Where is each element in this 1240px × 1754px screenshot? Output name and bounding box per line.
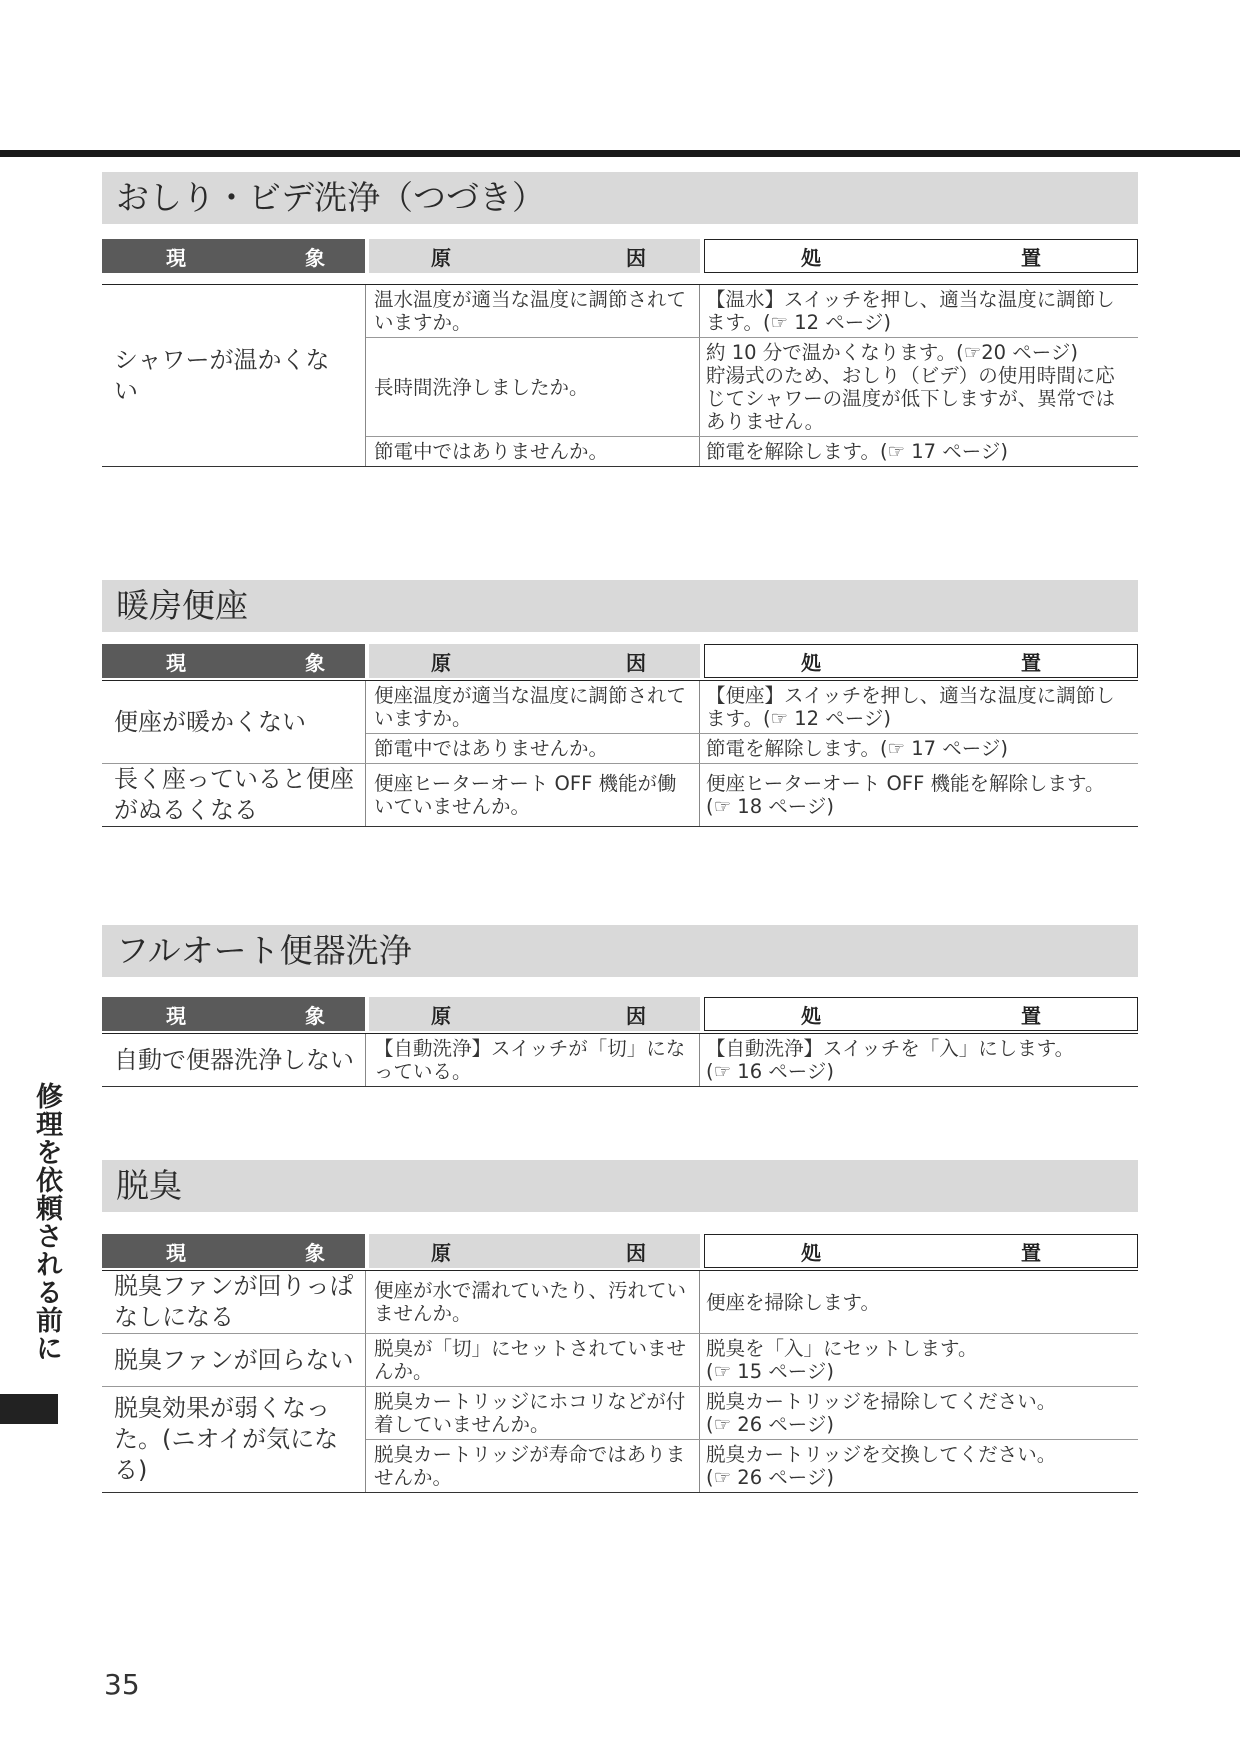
cause-cell: 【自動洗浄】スイッチが「切」になっている。 xyxy=(366,1034,700,1086)
section-full-auto-flush xyxy=(102,925,1138,1087)
section-oshiri-bidet xyxy=(102,172,1138,467)
cause-cell: 脱臭カートリッジにホコリなどが付着していませんか。 xyxy=(366,1387,700,1439)
remedy-cell: 【自動洗浄】スイッチを「入」にします。 (☞ 16 ページ) xyxy=(706,1037,1075,1083)
table-row xyxy=(366,1439,1138,1492)
symptom-cell: 便座が暖かくない xyxy=(102,681,366,763)
table-row-group xyxy=(102,1386,1138,1492)
section-title: フルオート便器洗浄 xyxy=(102,925,1138,977)
cause-cell: 便座が水で濡れていたり、汚れていませんか。 xyxy=(366,1271,700,1333)
symptom-cell: 自動で便器洗浄しない xyxy=(102,1034,366,1086)
table-header xyxy=(102,239,1138,273)
header-symptom: 現 象 xyxy=(102,997,365,1031)
symptom-cell: 長く座っていると便座がぬるくなる xyxy=(102,764,366,826)
remedy-cell: 脱臭カートリッジを交換してください。 (☞ 26 ページ) xyxy=(706,1443,1057,1489)
symptom-cell: 脱臭効果が弱くなった。(ニオイが気になる) xyxy=(102,1387,366,1492)
table-row-group xyxy=(102,1271,1138,1333)
header-remedy: 処 置 xyxy=(704,644,1138,678)
table-row xyxy=(366,1034,1138,1086)
table-row-group xyxy=(102,1034,1138,1086)
remedy-cell: 節電を解除します。(☞ 17 ページ) xyxy=(706,440,1008,463)
cause-cell: 節電中ではありませんか。 xyxy=(366,437,700,466)
table-row xyxy=(366,1387,1138,1439)
header-symptom: 現 象 xyxy=(102,644,365,678)
side-chapter-marker xyxy=(0,1394,58,1424)
cause-cell: 便座ヒーターオート OFF 機能が働いていませんか。 xyxy=(366,764,700,826)
table-row xyxy=(366,1334,1138,1386)
table-row xyxy=(366,285,1138,337)
remedy-cell: 【便座】スイッチを押し、適当な温度に調節します。(☞ 12 ページ) xyxy=(706,684,1115,730)
section-title: おしり・ビデ洗浄（つづき） xyxy=(102,172,1138,224)
table-row-group xyxy=(102,1333,1138,1386)
header-cause: 原 因 xyxy=(369,997,700,1031)
header-remedy: 処 置 xyxy=(704,239,1138,273)
table-header xyxy=(102,1234,1138,1268)
table-header xyxy=(102,644,1138,678)
cause-cell: 長時間洗浄しましたか。 xyxy=(366,338,700,436)
remedy-cell: 脱臭カートリッジを掃除してください。 (☞ 26 ページ) xyxy=(706,1390,1057,1436)
remedy-cell: 便座ヒーターオート OFF 機能を解除します。 (☞ 18 ページ) xyxy=(706,772,1105,818)
symptom-cell: 脱臭ファンが回らない xyxy=(102,1334,366,1386)
header-cause: 原 因 xyxy=(369,644,700,678)
remedy-cell: 便座を掃除します。 xyxy=(706,1290,880,1314)
trouble-table xyxy=(102,1033,1138,1087)
table-row-group xyxy=(102,285,1138,466)
cause-cell: 節電中ではありませんか。 xyxy=(366,734,700,763)
symptom-cell: シャワーが温かくない xyxy=(102,285,366,466)
cause-cell: 脱臭カートリッジが寿命ではありませんか。 xyxy=(366,1440,700,1492)
header-symptom: 現 象 xyxy=(102,239,365,273)
trouble-table xyxy=(102,284,1138,467)
symptom-cell: 脱臭ファンが回りっぱなしになる xyxy=(102,1271,366,1333)
header-remedy: 処 置 xyxy=(704,1234,1138,1268)
remedy-cell: 節電を解除します。(☞ 17 ページ) xyxy=(706,737,1008,760)
header-cause: 原 因 xyxy=(369,239,700,273)
table-row xyxy=(366,337,1138,436)
header-remedy: 処 置 xyxy=(704,997,1138,1031)
section-heated-seat xyxy=(102,580,1138,827)
cause-cell: 便座温度が適当な温度に調節されていますか。 xyxy=(366,681,700,733)
cause-cell: 温水温度が適当な温度に調節されていますか。 xyxy=(366,285,700,337)
table-row-group xyxy=(102,681,1138,763)
remedy-cell: 脱臭を「入」にセットします。 (☞ 15 ページ) xyxy=(706,1337,978,1383)
table-row-group xyxy=(102,763,1138,826)
table-row xyxy=(366,436,1138,466)
section-title: 暖房便座 xyxy=(102,580,1138,632)
table-row xyxy=(366,733,1138,763)
table-row xyxy=(366,1271,1138,1333)
header-cause: 原 因 xyxy=(369,1234,700,1268)
top-rule xyxy=(0,150,1240,157)
section-title: 脱臭 xyxy=(102,1160,1138,1212)
remedy-cell: 【温水】スイッチを押し、適当な温度に調節します。(☞ 12 ページ) xyxy=(706,288,1115,334)
remedy-cell: 約 10 分で温かくなります。(☞20 ページ) 貯湯式のため、おしり（ビデ）の使用時間に応じてシャワーの温度が低下しますが、異常ではありません。 xyxy=(706,341,1116,433)
header-symptom: 現 象 xyxy=(102,1234,365,1268)
trouble-table xyxy=(102,1270,1138,1493)
section-deodorizer xyxy=(102,1160,1138,1493)
trouble-table xyxy=(102,680,1138,827)
table-row xyxy=(366,681,1138,733)
table-row xyxy=(366,764,1138,826)
table-header xyxy=(102,997,1138,1031)
cause-cell: 脱臭が「切」にセットされていませんか。 xyxy=(366,1334,700,1386)
page-number: 35 xyxy=(104,1668,140,1701)
side-chapter-label: 修理を依頼される前に xyxy=(31,1082,62,1362)
